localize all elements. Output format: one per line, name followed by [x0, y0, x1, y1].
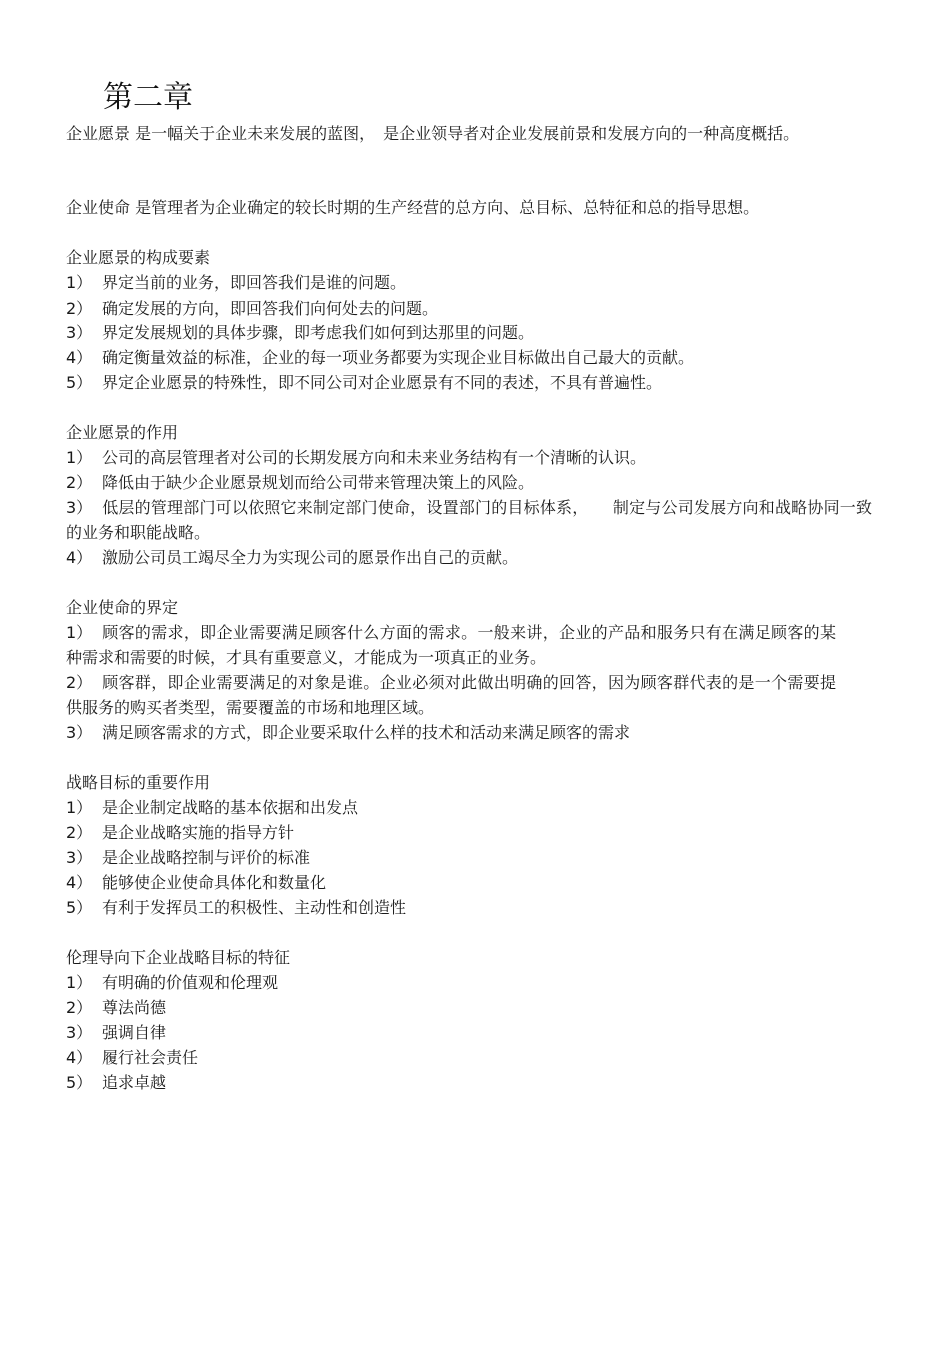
- item-number: 3）: [66, 1023, 93, 1042]
- item-number: 3）: [66, 723, 93, 742]
- list-item: [66, 370, 872, 395]
- item-number: 4）: [66, 548, 93, 567]
- item-number: 4）: [66, 873, 93, 892]
- item-number: 3）: [66, 848, 93, 867]
- section-heading-mission-definition: 企业使命的界定: [66, 598, 179, 617]
- item-text: 界定当前的业务，即回答我们是谁的问题。: [102, 273, 407, 292]
- chapter-title: 第二章: [103, 80, 193, 115]
- item-number: 1）: [66, 273, 93, 292]
- item-number: 1）: [66, 623, 93, 642]
- item-number: 5）: [66, 898, 93, 917]
- list-item: [66, 1020, 872, 1045]
- item-number: 3）: [66, 498, 93, 517]
- list-item: [66, 970, 872, 995]
- section-heading-vision-elements: 企业愿景的构成要素: [66, 248, 211, 267]
- list-item: [66, 545, 872, 570]
- list-item: [66, 270, 872, 295]
- item-number: 5）: [66, 1073, 93, 1092]
- item-text: 有明确的价值观和伦理观: [102, 973, 279, 992]
- item-text: 顾客群，即企业需要满足的对象是谁。企业必须对此做出明确的回答，因为顾客群代表的是一个需要提供服务的购买者类型，需要覆盖的市场和地理区域。: [66, 673, 836, 717]
- item-text: 降低由于缺少企业愿景规划而给公司带来管理决策上的风险。: [102, 473, 535, 492]
- item-text: 是企业战略控制与评价的标准: [102, 848, 311, 867]
- list-item: [66, 620, 836, 670]
- list-item: [66, 445, 872, 470]
- item-text: 是企业制定战略的基本依据和出发点: [102, 798, 359, 817]
- item-number: 2）: [66, 299, 93, 318]
- list-item: [66, 995, 872, 1020]
- item-number: 2）: [66, 998, 93, 1017]
- item-number: 5）: [66, 373, 93, 392]
- item-number: 2）: [66, 473, 93, 492]
- item-number: 1）: [66, 448, 93, 467]
- item-text: 顾客的需求，即企业需要满足顾客什么方面的需求。一般来讲，企业的产品和服务只有在满足顾客的某种需求和需要的时候，才具有重要意义，才能成为一项真正的业务。: [66, 623, 836, 667]
- list-item: [66, 320, 872, 345]
- item-number: 1）: [66, 798, 93, 817]
- item-text: 尊法尚德: [102, 998, 167, 1017]
- list-item: [66, 1045, 872, 1070]
- list-item: [66, 670, 836, 720]
- item-text: 确定衡量效益的标准，企业的每一项业务都要为实现企业目标做出自己最大的贡献。: [102, 348, 695, 367]
- item-text: 有利于发挥员工的积极性、主动性和创造性: [102, 898, 407, 917]
- list-item: [66, 895, 872, 920]
- item-text: 低层的管理部门可以依照它来制定部门使命，设置部门的目标体系， 制定与公司发展方向和战略协同一致的业务和职能战略。: [66, 498, 872, 542]
- vision-definition: 企业愿景 是一幅关于企业未来发展的蓝图， 是企业领导者对企业发展前景和发展方向的一种高度概括。: [66, 124, 800, 143]
- item-text: 是企业战略实施的指导方针: [102, 823, 295, 842]
- list-item: [66, 820, 872, 845]
- item-text: 界定企业愿景的特殊性，即不同公司对企业愿景有不同的表述，不具有普遍性。: [102, 373, 663, 392]
- list-item: [66, 845, 872, 870]
- item-number: 1）: [66, 973, 93, 992]
- item-text: 追求卓越: [102, 1073, 167, 1092]
- section-heading-ethical-goal-features: 伦理导向下企业战略目标的特征: [66, 948, 291, 967]
- item-text: 能够使企业使命具体化和数量化: [102, 873, 327, 892]
- item-number: 3）: [66, 323, 93, 342]
- list-item: [66, 1070, 872, 1095]
- mission-definition: 企业使命 是管理者为企业确定的较长时期的生产经营的总方向、总目标、总特征和总的指导思想。: [66, 198, 760, 217]
- section-heading-vision-roles: 企业愿景的作用: [66, 423, 179, 442]
- item-number: 2）: [66, 823, 93, 842]
- list-item: [66, 345, 872, 370]
- list-item: [66, 870, 872, 895]
- item-text: 强调自律: [102, 1023, 167, 1042]
- list-item: [66, 495, 872, 545]
- list-item: [66, 720, 872, 745]
- list-item: [66, 296, 872, 321]
- item-text: 激励公司员工竭尽全力为实现公司的愿景作出自己的贡献。: [102, 548, 519, 567]
- item-number: 4）: [66, 348, 93, 367]
- item-text: 满足顾客需求的方式，即企业要采取什么样的技术和活动来满足顾客的需求: [102, 723, 631, 742]
- item-text: 确定发展的方向，即回答我们向何处去的问题。: [102, 299, 439, 318]
- list-item: [66, 795, 872, 820]
- list-item: [66, 470, 872, 495]
- item-number: 4）: [66, 1048, 93, 1067]
- item-text: 履行社会责任: [102, 1048, 199, 1067]
- section-heading-strategic-goal-roles: 战略目标的重要作用: [66, 773, 211, 792]
- item-text: 界定发展规划的具体步骤，即考虑我们如何到达那里的问题。: [102, 323, 535, 342]
- item-number: 2）: [66, 673, 93, 692]
- item-text: 公司的高层管理者对公司的长期发展方向和未来业务结构有一个清晰的认识。: [102, 448, 647, 467]
